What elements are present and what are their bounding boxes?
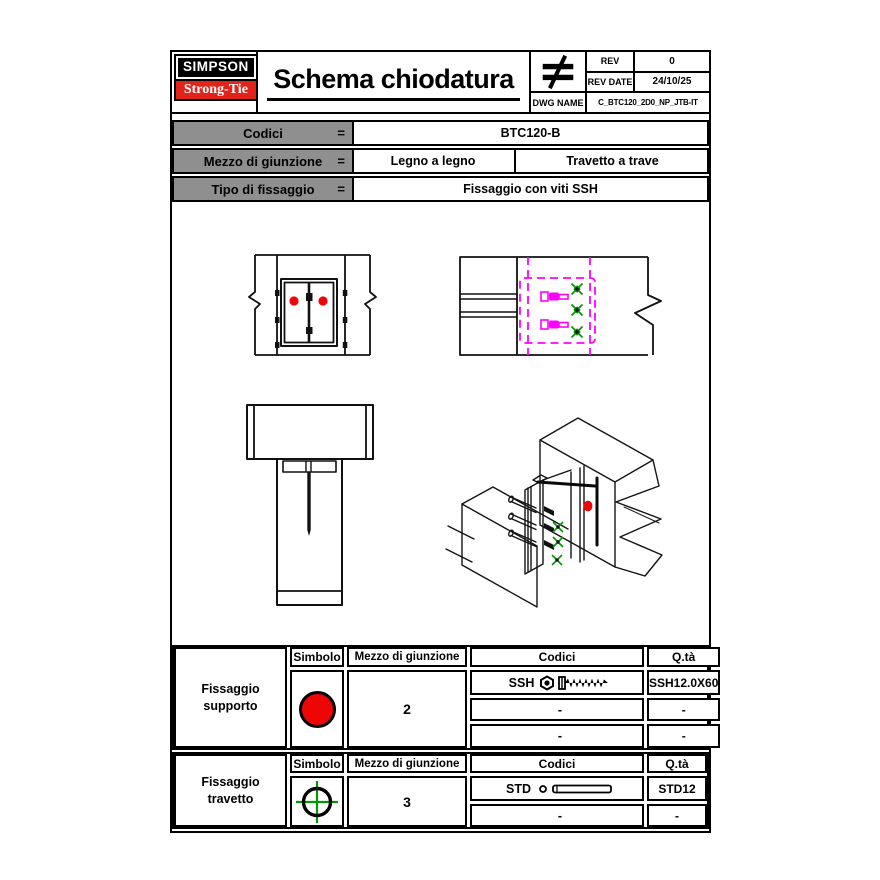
col-header-codici: Codici [470,647,644,667]
rev-date-value: 24/10/25 [635,73,709,92]
col-header-mezzo: Mezzo di giunzione [347,647,467,667]
ssh-screw-marker [318,296,327,305]
col-header-qty: Q.tà [647,754,707,773]
logo-strongtie-text: Strong-Tie [176,81,256,99]
col-header-mezzo: Mezzo di giunzione [347,754,467,773]
cell-divider [514,150,516,172]
simpson-strongtie-logo [174,54,258,101]
std-dowel-icon [536,782,614,796]
rev-date-label: REV DATE [587,73,633,92]
spec-row-fissaggio [172,176,709,202]
logo-cell [172,52,258,112]
spec-row-codici [172,120,709,146]
isometric-view-drawing [438,408,683,626]
revision-table [531,52,709,112]
mezzo-cell: - [470,698,644,721]
spec-label-fissaggio [174,178,354,200]
col-header-simbolo: Simbolo [290,647,344,667]
equals-sign: = [337,153,345,169]
equals-sign: = [337,181,345,197]
green-crosshair-circle-icon [294,779,340,825]
ssh-screw-marker [584,501,593,512]
symbol-cell-travetto [290,776,344,827]
spec-value-travetto: Travetto a trave [566,154,659,168]
ssh-screw-icon [539,674,611,692]
drawing-sheet [170,50,719,833]
front-view-drawing [248,250,378,360]
spec-value-fissaggio: Fissaggio con viti SSH [463,182,598,196]
spec-label-mezzo [174,150,354,172]
ssh-screw-marker [289,296,298,305]
mezzo-cell [470,670,644,695]
spec-value-codici: BTC120-B [500,126,561,140]
fastener-code: STD [506,781,531,796]
not-to-scale-cell [531,52,585,91]
top-view-drawing [455,252,665,360]
spec-label-text: Mezzo di giunzione [203,153,323,169]
mezzo-cell: - [470,724,644,748]
rev-value: 0 [635,52,709,71]
qty-cell-supporto: 2 [347,670,467,748]
col-header-codici: Codici [470,754,644,773]
ssh-screw-side-symbol [541,292,568,329]
spec-label-text: Tipo di fissaggio [211,181,315,197]
qty-cell-travetto: 3 [347,776,467,827]
sheet-title-cell [258,52,531,112]
fastener-code: SSH [508,675,535,690]
spec-label-text: Codici [243,125,283,141]
title-block [172,52,709,114]
mezzo-cell: - [470,804,644,827]
col-header-simbolo: Simbolo [290,754,344,773]
codici-cell: - [647,804,707,827]
logo-simpson-text: SIMPSON [176,56,256,79]
group-label-supporto: Fissaggio supporto [174,647,287,748]
codici-cell: - [647,724,720,748]
spec-label-codici [174,122,354,144]
codici-cell: STD12 [647,776,707,801]
fissaggio-travetto-table [172,752,709,829]
red-circle-icon [299,691,336,728]
not-equal-icon [538,54,578,90]
std-dowel-marker [572,284,583,338]
dwg-name-label: DWG NAME [531,93,585,112]
spec-row-mezzo [172,148,709,174]
codici-cell: - [647,698,720,721]
side-view-drawing [240,400,380,610]
codici-cell: SSH12.0X60 [647,670,720,695]
screw-heads [544,506,554,550]
col-header-qty: Q.tà [647,647,720,667]
group-label-travetto: Fissaggio travetto [174,754,287,827]
page-title: Schema chiodatura [267,64,520,101]
spec-value-legno: Legno a legno [390,154,476,168]
rev-label: REV [587,52,633,71]
fissaggio-supporto-table [172,645,719,750]
dwg-name-value: C_BTC120_2D0_NP_JTB-IT [587,93,709,112]
equals-sign: = [337,125,345,141]
mezzo-cell [470,776,644,801]
symbol-cell-supporto [290,670,344,748]
